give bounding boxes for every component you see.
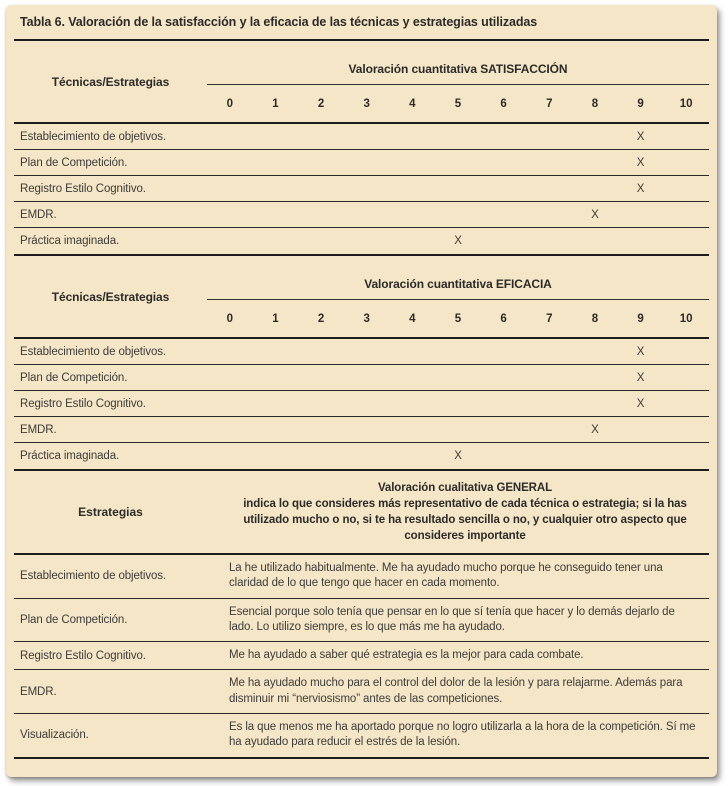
strategy-row: [14, 642, 709, 670]
rating-mark: X: [454, 450, 462, 462]
technique-label: Práctica imaginada.: [20, 450, 120, 462]
scale-label: 0: [226, 312, 234, 325]
strategy-label: Registro Estilo Cognitivo.: [20, 649, 146, 662]
scale-label: 1: [272, 312, 279, 325]
scale-label: 0: [226, 97, 234, 110]
strategy-comment: Es la que menos me ha aportado porque no logro utilizarla a la hora de la competición. Sí me ha ayudado para reducir el estrés de la lesión.: [229, 720, 696, 749]
scale-label: 7: [546, 97, 553, 110]
quant-table-rows: [14, 124, 709, 254]
technique-row: [14, 150, 709, 176]
scale-label: 2: [317, 97, 325, 110]
strategies-column-header: Estrategias: [78, 505, 143, 519]
rating-mark: X: [636, 371, 645, 384]
scale-label: 6: [500, 97, 507, 110]
technique-row: [14, 228, 709, 254]
strategy-row: [14, 555, 709, 599]
scale-label: 8: [591, 97, 599, 110]
strategy-label: Establecimiento de objetivos.: [20, 570, 167, 583]
scale-label: 4: [409, 97, 416, 110]
technique-row: [14, 417, 709, 443]
techniques-column-header: Técnicas/Estrategias: [51, 289, 170, 304]
technique-label: Registro Estilo Cognitivo.: [20, 182, 146, 195]
scale-label: 10: [679, 97, 693, 110]
quant-section-title: Valoración cuantitativa SATISFACCIÓN: [207, 41, 709, 85]
strategy-row: [14, 670, 709, 714]
technique-label: EMDR.: [20, 423, 57, 436]
rating-mark: X: [636, 397, 645, 410]
table-panel: [6, 5, 717, 777]
scale-label: 3: [363, 97, 370, 110]
technique-row: [14, 339, 709, 365]
scale-label: 6: [500, 312, 507, 325]
qualitative-section-description: indica lo que consideres más representativo de cada técnica o estrategia; si la has utilizado mucho o no, si te ha resultado sencilla o no, y cualquier otro aspecto que consideres importante: [243, 497, 687, 543]
quant-table-header: [14, 41, 709, 124]
qualitative-header-text: [207, 471, 709, 553]
strategy-row: [14, 714, 709, 759]
quant-table-rows: [14, 339, 709, 469]
technique-row: [14, 124, 709, 150]
strategy-comment: La he utilizado habitualmente. Me ha ayudado mucho porque he conseguido tener una claridad de lo que tengo que hacer en cada momento.: [229, 562, 663, 590]
quant-table-0: [14, 41, 709, 254]
scale-label: 9: [637, 312, 644, 325]
quant-header-right: [207, 256, 709, 337]
technique-label: Plan de Competición.: [20, 156, 128, 169]
scale-label: 5: [454, 97, 462, 110]
qualitative-rows: [14, 555, 709, 759]
scale-label: 3: [363, 312, 370, 325]
technique-row: [14, 391, 709, 417]
scale-label: 9: [637, 97, 644, 110]
rating-mark: X: [636, 182, 645, 195]
technique-label: EMDR.: [20, 208, 57, 221]
rating-scale: [207, 300, 709, 337]
technique-row: [14, 202, 709, 228]
scale-label: 7: [546, 312, 553, 325]
rating-scale: [207, 85, 709, 122]
qualitative-header: [14, 469, 709, 555]
strategy-row: [14, 599, 709, 643]
rating-mark: X: [591, 208, 599, 221]
qualitative-section-title: Valoración cualitativa GENERAL: [377, 481, 553, 494]
strategy-label: Visualización.: [20, 729, 89, 742]
technique-label: Registro Estilo Cognitivo.: [20, 397, 146, 410]
technique-label: Establecimiento de objetivos.: [20, 130, 167, 143]
quant-table-header: [14, 256, 709, 339]
techniques-column-header: Técnicas/Estrategias: [51, 74, 170, 89]
quant-header-right: [207, 41, 709, 122]
technique-row: [14, 176, 709, 202]
strategy-comment: Esencial porque solo tenía que pensar en lo que sí tenía que hacer y lo demás dejarlo de lado. Lo utilizo siempre, es lo que más me ha ayudado.: [229, 605, 675, 633]
rating-mark: X: [636, 156, 645, 169]
technique-row: [14, 365, 709, 391]
strategy-comment: Me ha ayudado mucho para el control del dolor de la lesión y para relajarme. Además para disminuir mi “nerviosismo” antes de las competiciones.: [229, 677, 683, 705]
strategy-label: EMDR.: [20, 685, 57, 698]
quant-table-1: [14, 254, 709, 469]
rating-mark: X: [636, 130, 645, 143]
technique-label: Plan de Competición.: [20, 371, 128, 384]
scale-label: 5: [454, 312, 462, 325]
quantitative-tables: [14, 41, 709, 469]
rating-mark: X: [636, 345, 645, 358]
rating-mark: X: [591, 423, 599, 436]
technique-row: [14, 443, 709, 469]
scale-label: 4: [409, 312, 416, 325]
scale-label: 2: [317, 312, 325, 325]
technique-label: Establecimiento de objetivos.: [20, 345, 167, 358]
rating-mark: X: [454, 235, 462, 247]
strategy-label: Plan de Competición.: [20, 613, 128, 626]
scale-label: 8: [591, 312, 599, 325]
table-caption: Tabla 6. Valoración de la satisfacción y la eficacia de las técnicas y estrategias utilizadas: [14, 5, 709, 41]
quant-section-title: Valoración cuantitativa EFICACIA: [207, 256, 709, 300]
scale-label: 1: [272, 97, 279, 110]
scale-label: 10: [679, 312, 693, 325]
strategy-comment: Me ha ayudado a saber qué estrategia es la mejor para cada combate.: [229, 649, 584, 662]
technique-label: Práctica imaginada.: [20, 235, 120, 247]
